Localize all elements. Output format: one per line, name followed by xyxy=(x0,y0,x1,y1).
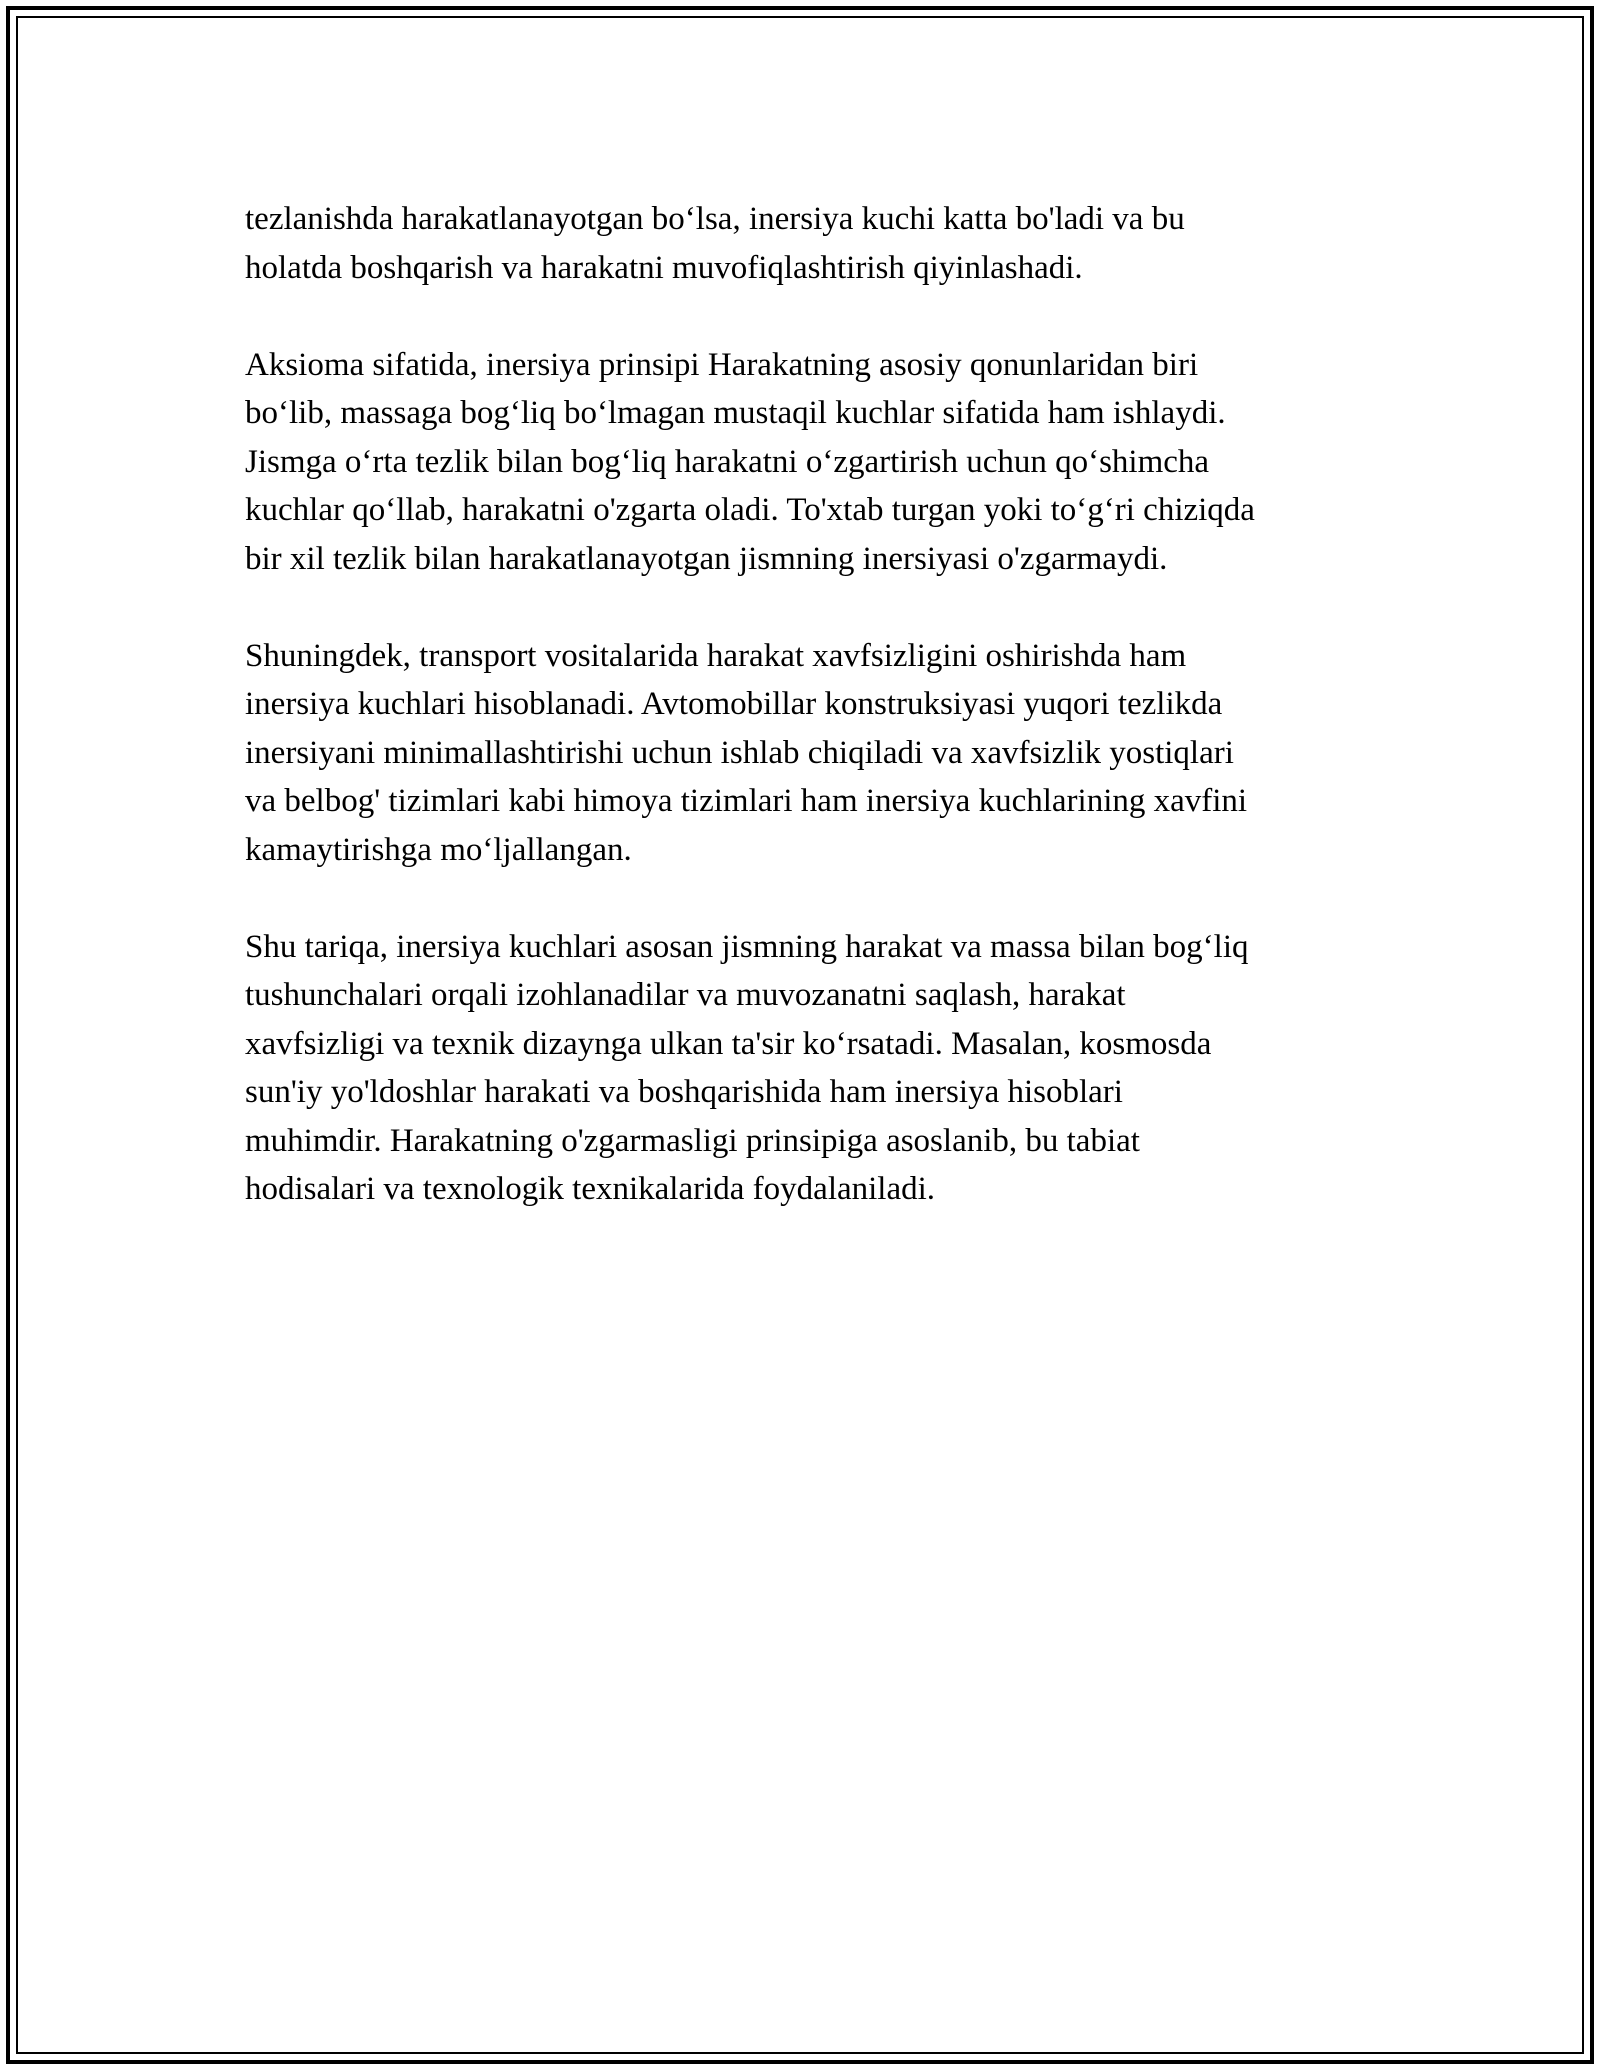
text-line: muhimdir. Harakatning o'zgarmasligi prinsipiga asoslanib, bu tabiat xyxy=(245,1122,1140,1159)
text-line: Aksioma sifatida, inersiya prinsipi Harakatning asosiy qonunlaridan biri xyxy=(245,346,1199,383)
text-line: Jismga o‘rta tezlik bilan bog‘liq harakatni o‘zgartirish uchun qo‘shimcha xyxy=(245,443,1210,480)
paragraph-4 xyxy=(245,923,1385,1214)
text-line: hodisalari va texnologik texnikalarida foydalaniladi. xyxy=(245,1171,936,1207)
document-body xyxy=(245,195,1385,1262)
text-line: va belbog' tizimlari kabi himoya tizimlari ham inersiya kuchlarining xavfini xyxy=(245,783,1248,819)
text-line: bir xil tezlik bilan harakatlanayotgan jismning inersiyasi o'zgarmaydi. xyxy=(245,540,1168,577)
text-line: xavfsizligi va texnik dizaynga ulkan ta'sir ko‘rsatadi. Masalan, kosmosda xyxy=(245,1025,1212,1062)
text-line: inersiyani minimallashtirishi uchun ishlab chiqiladi va xavfsizlik yostiqlari xyxy=(245,734,1234,771)
text-line: Shu tariqa, inersiya kuchlari asosan jismning harakat va massa bilan bog‘liq xyxy=(245,928,1249,965)
text-line: holatda boshqarish va harakatni muvofiqlashtirish qiyinlashadi. xyxy=(245,249,1083,286)
text-line: kamaytirishga mo‘ljallangan. xyxy=(245,831,632,868)
page-border xyxy=(6,6,1594,2064)
text-line: kuchlar qo‘llab, harakatni o'zgarta oladi. To'xtab turgan yoki to‘g‘ri chiziqda xyxy=(245,492,1255,528)
paragraph-2 xyxy=(245,341,1385,584)
text-line: bo‘lib, massaga bog‘liq bo‘lmagan mustaqil kuchlar sifatida ham ishlaydi. xyxy=(245,395,1226,431)
text-line: tushunchalari orqali izohlanadilar va muvozanatni saqlash, harakat xyxy=(245,977,1126,1013)
text-line: Shuningdek, transport vositalarida harakat xavfsizligini oshirishda ham xyxy=(245,637,1187,674)
text-line: inersiya kuchlari hisoblanadi. Avtomobillar konstruksiyasi yuqori tezlikda xyxy=(245,686,1223,722)
paragraph-3 xyxy=(245,632,1385,875)
text-line: sun'iy yo'ldoshlar harakati va boshqarishida ham inersiya hisoblari xyxy=(245,1074,1123,1110)
text-line: tezlanishda harakatlanayotgan bo‘lsa, inersiya kuchi katta bo'ladi va bu xyxy=(245,201,1185,237)
paragraph-1 xyxy=(245,195,1385,292)
